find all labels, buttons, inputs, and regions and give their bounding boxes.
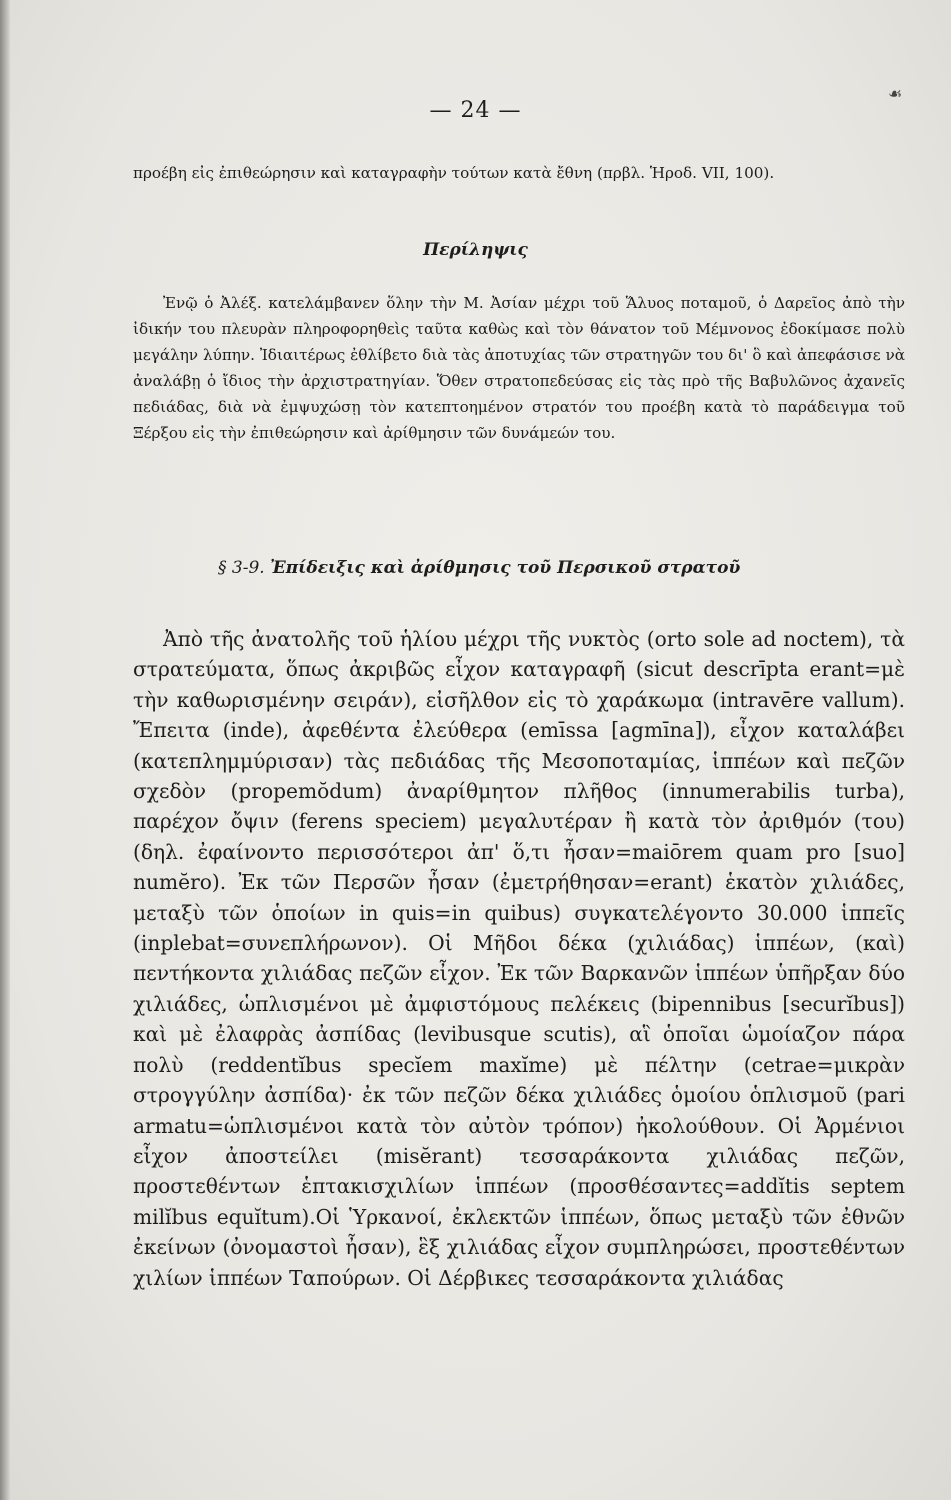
page-number: — 24 — (429, 98, 522, 123)
summary-paragraph: Ἐνῷ ὁ Ἀλέξ. κατελάμβανεν ὅλην τὴν Μ. Ἀσίαν μέχρι τοῦ Ἅλυος ποταμοῦ, ὁ Δαρεῖος ἀπὸ τὴν ἰδικήν του πλευρὰν πληροφορηθεὶς ταῦτα καθὼς καὶ τὸν θάνατον τοῦ Μέμνονος ἐδοκίμασε πολὺ μεγάλην λύπην. Ἰδιαιτέρως ἐθλίβετο διὰ τὰς ἀποτυχίας τῶν στρατηγῶν του δι' ὃ καὶ ἀπεφάσισε νὰ ἀναλάβῃ ὁ ἴδιος τὴν ἀρχιστρατηγίαν. Ὅθεν στρατοπεδεύσας εἰς τὰς πρὸ τῆς Βαβυλῶνος ἀχανεῖς πεδιάδας, διὰ νὰ ἐμψυχώσῃ τὸν κατεπτοημένον στρατόν του προέβη κατὰ τὸ παράδειγμα τοῦ Ξέρξου εἰς τὴν ἐπιθεώρησιν καὶ ἀρίθμησιν τῶν δυνάμεών του. (133, 294, 905, 442)
printer-mark: ☙ (888, 84, 903, 103)
section-number: § 3-9. (218, 558, 265, 578)
summary-heading: Περίληψις (423, 240, 528, 260)
intro-paragraph: προέβη εἰς ἐπιθεώρησιν καὶ καταγραφὴν τούτων κατὰ ἔθνη (πρβλ. Ἡροδ. VII, 100). (133, 164, 775, 182)
section-title: Ἐπίδειξις καὶ ἀρίθμησις τοῦ Περσικοῦ στρατοῦ (270, 558, 741, 578)
section-paragraph: Ἀπὸ τῆς ἀνατολῆς τοῦ ἡλίου μέχρι τῆς νυκτὸς (orto sole ad noctem), τὰ στρατεύματα, ὅπως ἀκριβῶς εἶχον καταγραφῆ (sicut descrīpta erant=μὲ τὴν καθωρισμένην σειράν), εἰσῆλθον εἰς τὸ χαράκωμα (intravēre vallum). Ἔπειτα (inde), ἀφεθέντα ἐλεύθερα (emīssa [agmīna]), εἶχον καταλάβει (κατεπλημμύρισαν) τὰς πεδιάδας τῆς Μεσοποταμίας, ἱππέων καὶ πεζῶν σχεδὸν (propemŏdum) ἀναρίθμητον πλῆθος (innumerabilis turba), παρέχον ὄψιν (ferens speciem) μεγαλυτέραν ἢ κατὰ τὸν ἀριθμόν (του) (δηλ. ἐφαίνοντο περισσότεροι ἀπ' ὅ,τι ἦσαν=maiōrem quam pro [suo] numĕro). Ἐκ τῶν Περσῶν ἦσαν (ἐμετρήθησαν=erant) ἑκατὸν χιλιάδες, μεταξὺ τῶν ὁποίων in quis=in quibus) συγκατελέγοντο 30.000 ἱππεῖς (inplebat=συνεπλήρωνον). Οἱ Μῆδοι δέκα (χιλιάδας) ἱππέων, (καὶ) πεντήκοντα χιλιάδας πεζῶν εἶχον. Ἐκ τῶν Βαρκανῶν ἱππέων ὑπῆρξαν δύο χιλιάδες, ὡπλισμένοι μὲ ἀμφιστόμους πελέκεις (bipennibus [securĭbus]) καὶ μὲ ἐλαφρὰς ἀσπίδας (levibusque scutis), αἳ ὁποῖαι ὡμοίαζον πάρα πολὺ (reddentĭbus specĭem maxĭme) μὲ πέλτην (cetrae=μικρὰν στρογγύλην ἀσπίδα)· ἐκ τῶν πεζῶν δέκα χιλιάδες ὁμοίου ὁπλισμοῦ (pari armatu=ὡπλισμένοι κατὰ τὸν αὐτὸν τρόπον) ἠκολούθουν. Οἱ Ἀρμένιοι εἶχον ἀποστείλει (misĕrant) τεσσαράκοντα χιλιάδας πεζῶν, προστεθέντων ἑπτακισχιλίων ἱππέων (προσθέσαντες=addĭtis septem milĭbus equĭtum).Οἱ Ὑρκανοί, ἐκλεκτῶν ἱππέων, ὅπως μεταξὺ τῶν ἐθνῶν ἐκείνων (ὀνομαστοὶ ἦσαν), ἓξ χιλιάδας εἶχον συμπληρώσει, προστεθέντων χιλίων ἱππέων Ταπούρων. Οἱ Δέρβικες τεσσαράκοντα χιλιάδας (133, 627, 905, 1290)
page-edge-shadow (0, 0, 10, 1500)
section-heading (218, 558, 740, 578)
